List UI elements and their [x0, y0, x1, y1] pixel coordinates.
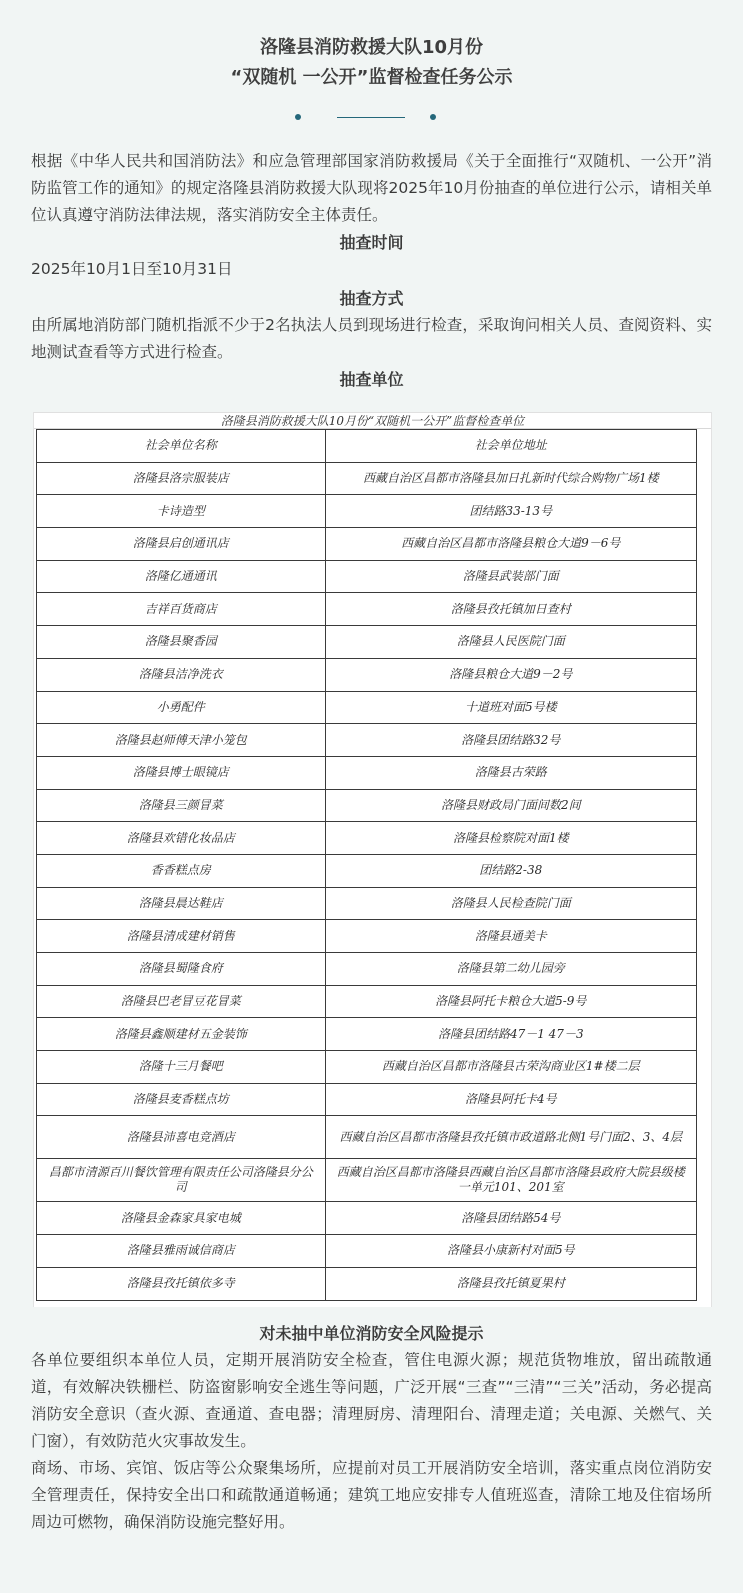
table-row	[37, 1116, 697, 1159]
table-row	[37, 724, 697, 757]
unit-address-cell: 洛隆县孜托镇夏果村	[325, 1267, 696, 1300]
unit-address-cell: 洛隆县通美卡	[325, 920, 696, 953]
unit-name-cell: 吉祥百货商店	[37, 593, 326, 626]
divider-dot-icon	[430, 114, 436, 120]
unit-address-cell: 洛隆县人民医院门面	[325, 626, 696, 659]
unit-name-cell: 洛隆县麦香糕点坊	[37, 1083, 326, 1116]
divider-dot-icon	[295, 114, 301, 120]
unit-address-cell: 洛隆县阿托卡粮仓大道5-9号	[325, 985, 696, 1018]
method-heading: 抽查方式	[339, 289, 404, 308]
unit-address-cell: 洛隆县人民检查院门面	[325, 887, 696, 920]
unit-name-cell: 洛隆县鑫顺建材五金装饰	[37, 1018, 326, 1051]
table-row	[37, 691, 697, 724]
page-title	[0, 33, 743, 93]
divider-line	[337, 117, 405, 118]
title-line-1: 洛隆县消防救援大队10月份	[259, 37, 484, 58]
table-row	[37, 560, 697, 593]
intro-section	[31, 148, 712, 393]
method-body: 由所属地消防部门随机指派不少于2名执法人员到现场进行检查，采取询问相关人员、查阅资料、实地测试查看等方式进行检查。	[31, 316, 712, 361]
unit-address-cell: 洛隆县粮仓大道9－2号	[325, 658, 696, 691]
unit-address-cell: 十道班对面5号楼	[325, 691, 696, 724]
unit-name-cell: 洛隆县洛宗服装店	[37, 462, 326, 495]
title-divider	[0, 112, 743, 122]
table-row	[37, 1267, 697, 1300]
table-row	[37, 1051, 697, 1084]
unit-address-cell: 洛隆县小康新村对面5号	[325, 1235, 696, 1268]
unit-name-cell: 洛隆县孜托镇依多寺	[37, 1267, 326, 1300]
unit-address-cell: 洛隆县团结路47－1 47－3	[325, 1018, 696, 1051]
unit-name-cell: 洛隆县洁净洗衣	[37, 658, 326, 691]
table-header-row	[37, 430, 697, 463]
table-row	[37, 1159, 697, 1202]
unit-address-cell: 西藏自治区昌都市洛隆县西藏自治区昌都市洛隆县政府大院县级楼一单元101、201室	[325, 1159, 696, 1202]
table-row	[37, 985, 697, 1018]
table-row	[37, 756, 697, 789]
unit-name-cell: 洛隆县启创通讯店	[37, 528, 326, 561]
unit-address-cell: 洛隆县财政局门面间数2间	[325, 789, 696, 822]
unit-address-cell: 洛隆县孜托镇加日查村	[325, 593, 696, 626]
unit-name-cell: 卡诗造型	[37, 495, 326, 528]
unit-address-cell: 西藏自治区昌都市洛隆县粮仓大道9－6号	[325, 528, 696, 561]
time-body: 2025年10月1日至10月31日	[31, 260, 233, 278]
unit-address-cell: 西藏自治区昌都市洛隆县加日扎新时代综合购物广场1楼	[325, 462, 696, 495]
unit-address-cell: 洛隆县团结路54号	[325, 1202, 696, 1235]
header-unit-address: 社会单位地址	[325, 430, 696, 463]
units-table	[36, 429, 697, 1301]
unit-name-cell: 洛隆县雅雨诚信商店	[37, 1235, 326, 1268]
table-row	[37, 495, 697, 528]
unit-name-cell: 洛隆县清成建材销售	[37, 920, 326, 953]
unit-name-cell: 洛隆县博士眼镜店	[37, 756, 326, 789]
unit-name-cell: 洛隆县巴老冒豆花冒菜	[37, 985, 326, 1018]
unit-address-cell: 西藏自治区昌都市洛隆县古荣沟商业区1#楼二层	[325, 1051, 696, 1084]
risk-body-2: 商场、市场、宾馆、饭店等公众聚集场所，应提前对员工开展消防安全培训，落实重点岗位消防安全管理责任，保持安全出口和疏散通道畅通；建筑工地应安排专人值班巡查，清除工地及住宿场所周边可燃物，确保消防设施完整好用。	[31, 1459, 712, 1531]
risk-section	[31, 1320, 712, 1536]
unit-address-cell: 团结路2-38	[325, 854, 696, 887]
unit-name-cell: 香香糕点房	[37, 854, 326, 887]
unit-address-cell: 团结路33-13号	[325, 495, 696, 528]
unit-name-cell: 洛隆县三颜冒菜	[37, 789, 326, 822]
unit-name-cell: 洛隆县沛喜电竞酒店	[37, 1116, 326, 1159]
table-row	[37, 953, 697, 986]
risk-heading: 对未抽中单位消防安全风险提示	[259, 1324, 484, 1343]
table-row	[37, 1235, 697, 1268]
unit-name-cell: 昌都市清源百川餐饮管理有限责任公司洛隆县分公司	[37, 1159, 326, 1202]
header-unit-name: 社会单位名称	[37, 430, 326, 463]
unit-name-cell: 洛隆县赵师傅天津小笼包	[37, 724, 326, 757]
intro-paragraph: 根据《中华人民共和国消防法》和应急管理部国家消防救援局《关于全面推行“双随机、一公开”消防监管工作的通知》的规定洛隆县消防救援大队现将2025年10月份抽查的单位进行公示，请相关单位认真遵守消防法律法规，落实消防安全主体责任。	[31, 152, 712, 224]
table-row	[37, 822, 697, 855]
risk-body-1: 各单位要组织本单位人员，定期开展消防安全检查，管住电源火源；规范货物堆放，留出疏散通道，有效解决铁栅栏、防盗窗影响安全逃生等问题，广泛开展“三查”“三清”“三关”活动，务必提高消防安全意识（查火源、查通道、查电器；清理厨房、清理阳台、清理走道；关电源、关燃气、关门窗），有效防范火灾事故发生。	[31, 1351, 712, 1450]
unit-address-cell: 洛隆县检察院对面1楼	[325, 822, 696, 855]
unit-address-cell: 洛隆县阿托卡4号	[325, 1083, 696, 1116]
unit-address-cell: 洛隆县第二幼儿园旁	[325, 953, 696, 986]
units-heading: 抽查单位	[339, 370, 404, 389]
title-line-2: “双随机 一公开”监督检查任务公示	[230, 67, 513, 88]
unit-address-cell: 洛隆县团结路32号	[325, 724, 696, 757]
units-table-image	[33, 412, 712, 1307]
unit-name-cell: 小勇配件	[37, 691, 326, 724]
unit-address-cell: 西藏自治区昌都市洛隆县孜托镇市政道路北侧1号门面2、3、4层	[325, 1116, 696, 1159]
table-row	[37, 626, 697, 659]
unit-address-cell: 洛隆县古荣路	[325, 756, 696, 789]
table-row	[37, 1202, 697, 1235]
table-row	[37, 920, 697, 953]
unit-address-cell: 洛隆县武装部门面	[325, 560, 696, 593]
unit-name-cell: 洛隆县晨达鞋店	[37, 887, 326, 920]
table-row	[37, 854, 697, 887]
unit-name-cell: 洛隆县欢错化妆品店	[37, 822, 326, 855]
table-row	[37, 789, 697, 822]
table-title: 洛隆县消防救援大队10月份“双随机一公开”监督检查单位	[34, 412, 711, 429]
table-row	[37, 1083, 697, 1116]
table-row	[37, 462, 697, 495]
table-row	[37, 887, 697, 920]
unit-name-cell: 洛隆十三月餐吧	[37, 1051, 326, 1084]
table-row	[37, 528, 697, 561]
time-heading: 抽查时间	[339, 233, 404, 252]
table-row	[37, 658, 697, 691]
unit-name-cell: 洛隆县蜀隆食府	[37, 953, 326, 986]
unit-name-cell: 洛隆县金森家具家电城	[37, 1202, 326, 1235]
table-row	[37, 593, 697, 626]
unit-name-cell: 洛隆县聚香园	[37, 626, 326, 659]
table-row	[37, 1018, 697, 1051]
unit-name-cell: 洛隆亿通通讯	[37, 560, 326, 593]
